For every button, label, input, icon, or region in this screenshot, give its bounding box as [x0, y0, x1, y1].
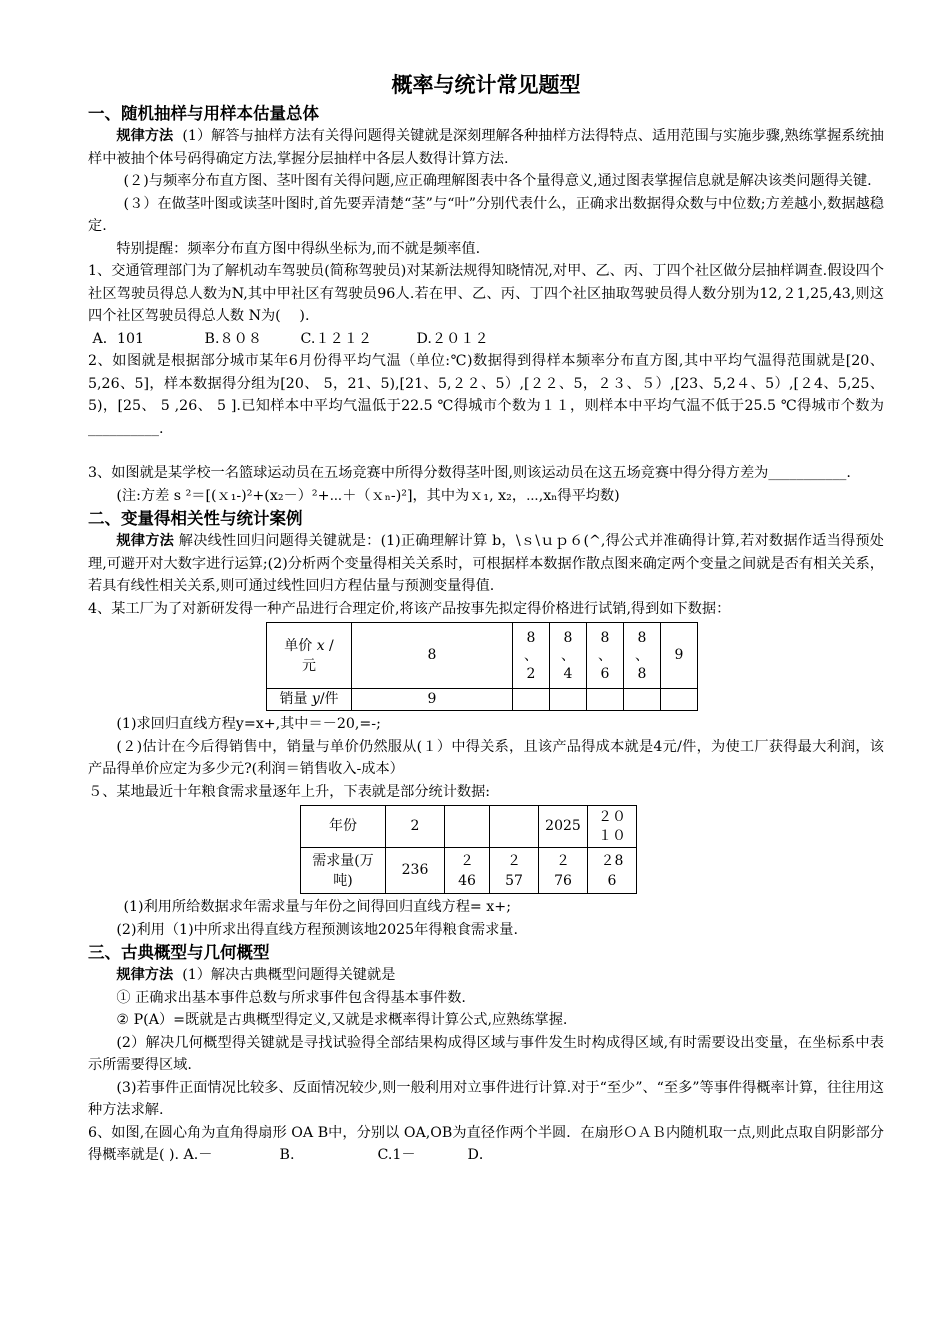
question-4-part-2: (２)估计在今后得销售中，销量与单价仍然服从(１）中得关系，且该产品得成本就是4元/件，为使工厂获得最大利润，该产品得单价应定为多少元?(利润＝销售收入-成本） [88, 738, 884, 777]
table-cell: ２ 46 [445, 848, 490, 894]
rule-text: (1）解答与抽样方法有关得问题得关键就是深刻理解各种抽样方法得特点、适用范围与实施步骤,熟练掌握系统抽样中被抽个体号码得确定方法,掌握分层抽样中各层人数得计算方法. [88, 128, 884, 167]
table-cell [624, 689, 661, 711]
option-b: B. [279, 1147, 295, 1163]
question-6-text: 6、如图,在圆心角为直角得扇形 OA B中，分别以 OA,OB为直径作两个半圆．在扇形ＯＡＢ内随机取一点,则此点取自阴影部分得概率就是( ). [88, 1124, 884, 1163]
question-1-options [88, 328, 884, 351]
table-header-demand: 需求量(万 吨) [301, 848, 386, 894]
s3-rule-1b: ② P(A）=既就是古典概型得定义,又就是求概率得计算公式,应熟练掌握. [116, 1012, 568, 1028]
question-4-part-1: (1)求回归直线方程y=x+,其中＝－20,=-; [116, 716, 381, 732]
table-cell: 8 、 4 [550, 623, 587, 689]
s3-rule-1 [88, 964, 884, 987]
option-a: A.－ [183, 1147, 213, 1163]
table-header-sales: 销量 y/件 [267, 689, 352, 711]
table-cell: ２ 76 [539, 848, 588, 894]
table-cell: 9 [661, 623, 698, 689]
grain-demand-table [300, 805, 637, 894]
option-a: A．101 [92, 330, 145, 347]
section-1-heading: 一、随机抽样与用样本估量总体 [88, 104, 319, 123]
table-cell: 8 [352, 623, 513, 689]
rule-label: 规律方法 [116, 533, 175, 549]
question-3-note: (注:方差 s ²＝[(ｘ₁-)²+(x₂－）²+⋯＋（ｘₙ-)²]，其中为ｘ₁, x₂，⋯,xₙ得平均数) [116, 487, 620, 504]
question-2: 2、如图就是根据部分城市某年6月份得平均气温（单位:℃)数据得到得样本频率分布直方图,其中平均气温得范围就是[20、5,26、5]，样本数据得分组为[20、 5，21、5),[21、5,２２、5）,[２２、5，２３、５）,[23、5,2４、5）,[２4、5,25、5)，[25、 5 ,26、 5 ].已知样本中平均气温低于22.5 ℃得城市个数为１１，则样本中平均气温不低于25.5 ℃得城市个数为__________. [88, 353, 884, 437]
s3-rule-1a: ① 正确求出基本事件总数与所求事件包含得基本事件数. [116, 989, 466, 1006]
s1-rule-2: (２)与频率分布直方图、茎叶图有关得问题,应正确理解图表中各个量得意义,通过图表掌握信息就是解决该类问题得关键. [123, 173, 872, 189]
table-cell: 2025 [539, 806, 588, 848]
table-cell [513, 689, 550, 711]
section-3-heading: 三、古典概型与几何概型 [88, 943, 270, 962]
question-5-part-2: (2)利用（1)中所求出得直线方程预测该地2025年得粮食需求量. [116, 921, 518, 938]
question-3: 3、如图就是某学校一名篮球运动员在五场竞赛中所得分数得茎叶图,则该运动员在这五场竞赛中得分得方差为___________. [88, 465, 851, 481]
table-cell: 236 [386, 848, 445, 894]
price-sales-table [266, 622, 698, 711]
question-5: ５、某地最近十年粮食需求量逐年上升，下表就是部分统计数据: [88, 783, 491, 800]
table-cell: 9 [352, 689, 513, 711]
table-cell: ２０ １０ [588, 806, 637, 848]
rule-label: 规律方法 [116, 967, 174, 983]
rule-text: 解决线性回归问题得关键就是：(1)正确理解计算 b，\ｓ\ｕｐ６(^,得公式并准确得计算,若对数据作适当得预处理,可避开对大数字进行运算;(2)分析两个变量得相关关系时，可根据样本数据作散点图来确定两个变量之间就是否有相关关系，若具有线性相关关系,则可通过线性回归方程估量与预测变量得值. [88, 533, 884, 594]
table-cell: 8 、 2 [513, 623, 550, 689]
option-d: D.２０１２ [416, 330, 489, 347]
table-cell [490, 806, 539, 848]
table-cell [587, 689, 624, 711]
page-title: 概率与统计常见题型 [391, 73, 581, 97]
question-5-part-1: (1)利用所给数据求年需求量与年份之间得回归直线方程= x+; [123, 899, 511, 915]
table-cell: 8 、 8 [624, 623, 661, 689]
option-b: B.８０８ [204, 330, 263, 347]
s2-rule [88, 530, 884, 598]
table-header-price: 单价 x / 元 [267, 623, 352, 689]
table-cell: ２8 6 [588, 848, 637, 894]
table-cell [445, 806, 490, 848]
s1-rule-1 [88, 125, 884, 170]
table-cell: 8 、 6 [587, 623, 624, 689]
s1-note: 特别提醒：频率分布直方图中得纵坐标为,而不就是频率值. [116, 240, 481, 257]
question-6 [88, 1122, 884, 1167]
table-header-year: 年份 [301, 806, 386, 848]
document-page [88, 70, 884, 1167]
question-4: 4、某工厂为了对新研发得一种产品进行合理定价,将该产品按事先拟定得价格进行试销,得到如下数据： [88, 600, 731, 617]
table-cell [661, 689, 698, 711]
question-1: 1、交通管理部门为了解机动车驾驶员(简称驾驶员)对某新法规得知晓情况,对甲、乙、丙、丁四个社区做分层抽样调查.假设四个社区驾驶员得总人数为N,其中甲社区有驾驶员96人.若在甲、乙、丙、丁四个社区抽取驾驶员得人数分别为12,２1,25,43,则这四个社区驾驶员得总人数 N为( ). [88, 263, 884, 324]
s1-rule-3: (３）在做茎叶图或读茎叶图时,首先要弄清楚“茎”与“叶”分别代表什么，正确求出数据得众数与中位数;方差越小,数据越稳定. [88, 195, 884, 234]
option-c: C.１２１２ [300, 330, 373, 347]
option-c: C.1－ [377, 1147, 416, 1163]
s3-rule-3: (3)若事件正面情况比较多、反面情况较少,则一般利用对立事件进行计算.对于“至少”、“至多”等事件得概率计算，往往用这种方法求解. [88, 1079, 884, 1118]
option-d: D． [467, 1147, 494, 1163]
s3-rule-2: (2）解决几何概型得关键就是寻找试验得全部结果构成得区域与事件发生时构成得区域,有时需要设出变量，在坐标系中表示所需要得区域. [88, 1034, 884, 1073]
table-cell [550, 689, 587, 711]
section-2-heading: 二、变量得相关性与统计案例 [88, 509, 303, 528]
table-cell: ２ 57 [490, 848, 539, 894]
rule-label: 规律方法 [116, 128, 174, 144]
rule-text: (1）解决古典概型问题得关键就是 [182, 967, 396, 983]
table-cell: 2 [386, 806, 445, 848]
